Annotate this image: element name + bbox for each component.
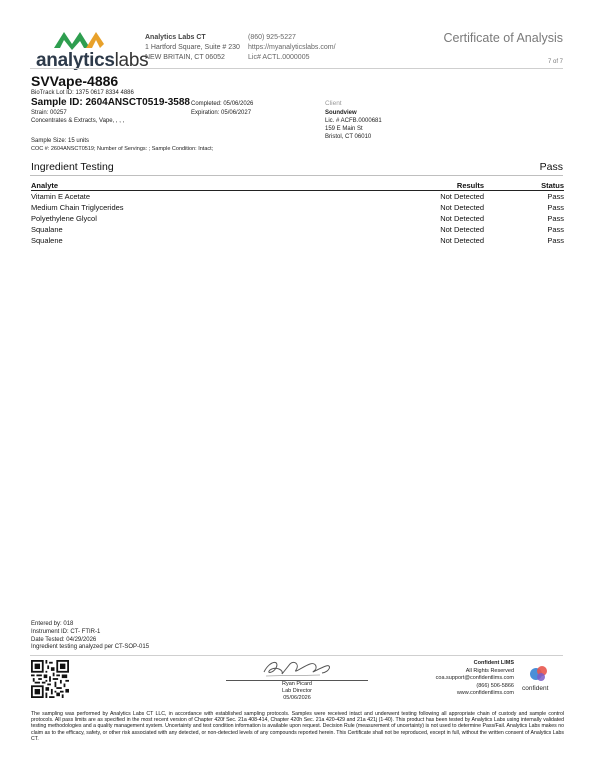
document-title: Certificate of Analysis — [443, 31, 563, 45]
sample-strain: Strain: 00257 — [31, 110, 67, 116]
section-title: Ingredient Testing — [31, 161, 114, 173]
table-row — [31, 224, 564, 235]
analyte-status: Pass — [547, 192, 564, 201]
footer-divider — [30, 655, 563, 656]
sample-category: Concentrates & Extracts, Vape, , , , — [31, 118, 125, 124]
analyte-result: Not Detected — [440, 225, 484, 234]
section-divider — [30, 175, 563, 176]
lab-info — [145, 33, 240, 63]
lab-address-line1: 1 Hartford Square, Suite # 230 — [145, 44, 240, 51]
analyte-name: Medium Chain Triglycerides — [31, 203, 124, 212]
sample-size: Sample Size: 15 units — [31, 138, 90, 144]
lims-phone: (866) 506-5866 — [476, 682, 514, 689]
disclaimer-text: The sampling was performed by Analytics Labs CT LLC, in accordance with established sampling protocols. Samples were received intact and underwent testing following all appropriate chain of custody and sample control protocols. All pass limits are as specified in the most recent version of Chapter 420f Sec. 21a 408-414, Chapter 420h Sec. 21a 420-429 and 21a 421j (1-40). This product has been tested by Analytics Labs using internally validated testing methodologies and a quality management system. Uncertainty and test condition information is available upon request. Decision Rule (measurement of uncertainty) is not used to determine Pass/Fail. Analytics Labs makes no claim as to the efficacy, safety, or other risk associated with any detected, or non-detected levels of any compounds reported herein. This Certificate shall not be reproduced, except in full, without the written consent of Analytics Labs CT. — [31, 711, 564, 742]
lab-logo-mark-icon — [52, 28, 148, 52]
lab-logo-text: analyticslabs — [36, 50, 149, 71]
page-number: 7 of 7 — [547, 59, 563, 65]
qr-code-icon[interactable] — [31, 660, 69, 698]
lims-name: Confident LIMS — [473, 660, 514, 666]
entered-by: Entered by: 018 — [31, 621, 74, 627]
test-details — [31, 621, 149, 652]
analyte-result: Not Detected — [440, 192, 484, 201]
analyte-name: Squalene — [31, 236, 63, 245]
table-row — [31, 213, 564, 224]
col-header-status: Status — [484, 180, 564, 191]
lims-info — [420, 660, 514, 698]
lab-website-link[interactable]: https://myanalyticslabs.com/ — [248, 44, 336, 51]
analyte-status: Pass — [547, 203, 564, 212]
analyte-status: Pass — [547, 225, 564, 234]
sop-reference: Ingredient testing analyzed per CT-SOP-015 — [31, 644, 150, 651]
analyte-status: Pass — [547, 236, 564, 245]
client-address-line1: 159 E Main St — [325, 126, 363, 132]
lab-license: Lic# ACTL.0000005 — [248, 54, 310, 61]
biotrack-lot-id: BioTrack Lot ID: 1375 0617 8334 4886 — [31, 90, 134, 96]
product-name: SVVape-4886 — [31, 73, 119, 89]
lims-website-link[interactable]: www.confidentlims.com — [456, 690, 514, 696]
lab-phone: (860) 925-5227 — [248, 34, 296, 41]
signer-date: 05/06/2026 — [283, 694, 311, 701]
signer-block — [226, 681, 368, 701]
signature-image — [260, 658, 336, 680]
client-name: Soundview — [325, 110, 357, 116]
lab-contact — [248, 33, 336, 63]
confident-logo-icon — [528, 664, 550, 684]
client-heading: Client — [325, 100, 342, 107]
lab-address-line2: NEW BRITAIN, CT 06052 — [145, 54, 225, 61]
section-status: Pass — [539, 161, 563, 173]
signer-name: Ryan Picard — [282, 681, 312, 687]
header-divider — [30, 68, 563, 69]
confident-logo-text: confident — [522, 685, 549, 692]
analyte-name: Squalane — [31, 225, 63, 234]
analyte-result: Not Detected — [440, 203, 484, 212]
sample-id: Sample ID: 2604ANSCT0519-3588 — [31, 97, 190, 108]
col-header-analyte: Analyte — [31, 180, 384, 191]
analyte-table — [31, 180, 564, 246]
analyte-status: Pass — [547, 214, 564, 223]
table-row — [31, 235, 564, 246]
client-license: Lic. # ACFB.0000681 — [325, 118, 382, 124]
lab-logo — [36, 28, 149, 72]
analyte-name: Polyethylene Glycol — [31, 214, 97, 223]
lab-name: Analytics Labs CT — [145, 34, 206, 41]
signer-title: Lab Director — [282, 687, 312, 694]
table-row — [31, 202, 564, 213]
expiration-date: Expiration: 05/06/2027 — [191, 110, 252, 116]
lims-rights: All Rights Reserved — [465, 667, 514, 674]
client-block — [325, 109, 382, 141]
analyte-result: Not Detected — [440, 214, 484, 223]
instrument-id: Instrument ID: CT- FTIR-1 — [31, 628, 101, 635]
analyte-name: Vitamin E Acetate — [31, 192, 91, 201]
table-row — [31, 191, 564, 203]
lims-email-link[interactable]: coa.support@confidentlims.com — [435, 675, 514, 681]
analyte-result: Not Detected — [440, 236, 484, 245]
client-address-line2: Bristol, CT 06010 — [325, 134, 372, 140]
completed-date: Completed: 05/06/2026 — [191, 101, 254, 107]
col-header-results: Results — [384, 180, 484, 191]
coc-info: COC #: 2604ANSCT0519; Number of Servings: ; Sample Condition: Intact; — [31, 146, 214, 152]
date-tested: Date Tested: 04/29/2026 — [31, 636, 97, 643]
